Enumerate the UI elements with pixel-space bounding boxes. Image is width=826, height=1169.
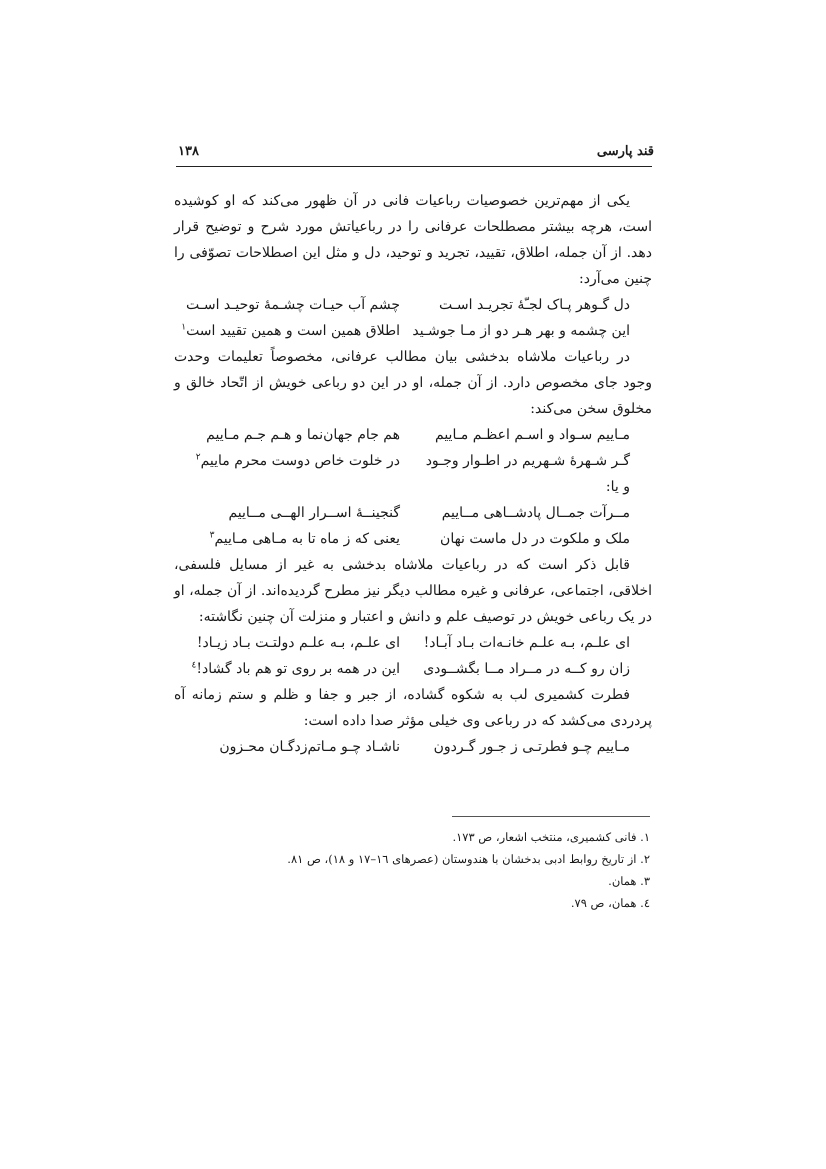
verse-line — [174, 422, 652, 448]
verse-line — [174, 656, 652, 682]
footnote-marker[interactable]: ۲ — [195, 452, 201, 463]
paragraph: فطرت کشمیری لب به شکوه گشاده، از جبر و جفا و ظلم و ستم زمانه آه پردردی می‌کشد که در رباعی وی خیلی مؤثر صدا داده است: — [174, 687, 652, 729]
paragraph: و یا: — [605, 479, 630, 495]
hemistich: ملک و ملکوت در دل ماست نهان — [440, 531, 630, 547]
footnotes — [172, 826, 650, 914]
paragraph: در رباعیات ملاشاه بدخشی بیان مطالب عرفانی، مخصوصاً تعلیمات وحدت وجود جای مخصوص دارد. از آن جمله، او در این دو رباعی خویش از اتّحاد خالق و مخلوق سخن می‌کند: — [174, 349, 652, 417]
verse-line — [174, 500, 652, 526]
footnote: ۱. فانی کشمیری، منتخب اشعار، ص ۱۷۳. — [452, 830, 650, 844]
paragraph: یکی از مهم‌ترین خصوصیات رباعیات فانی در آن ظهور می‌کند که او کوشیده است، هرچه بیشتر مصطلحات عرفانی را در رباعیاتش مورد شرح و توضیح قرار دهد. از آن جمله، اطلاق، تقیید، تجرید و توحید، دل و مثل این اصطلاحات تصوّفی را چنین می‌آرد: — [174, 193, 652, 287]
hemistich: مـاییم سـواد و اسـم اعظـم مـاییم — [435, 427, 630, 443]
verse-line — [174, 630, 652, 656]
hemistich: در خلوت خاص دوست محرم ماییم$^۲$ — [195, 452, 400, 469]
verse-line — [174, 526, 652, 552]
header-rule — [176, 166, 652, 167]
footnote-separator — [452, 816, 650, 817]
hemistich: یعنی که ز ماه تا به مـاهی مـاییم$^۳$ — [209, 530, 400, 547]
footnote: ٤. همان، ص ۷۹. — [570, 896, 650, 910]
hemistich: مــرآت جمــال پادشــاهی مــاییم — [441, 505, 630, 521]
footnote: ۲. از تاریخ روابط ادبی بدخشان با هندوستان (عصرهای ۱٦–۱۷ و ۱۸)، ص ۸۱. — [287, 852, 650, 866]
verse-line — [174, 292, 652, 318]
footnote-marker[interactable]: ۱ — [181, 322, 187, 333]
hemistich: ای علـم، بـه علـم دولتـت بـاد زیـاد! — [196, 635, 400, 651]
paragraph: قابل ذکر است که در رباعیات ملاشاه بدخشی به غیر از مسایل فلسفی، اخلاقی، اجتماعی، عرفانی و غیره مطالب دیگر نیز مطرح گردیده‌اند. از آن جمله، او در یک رباعی خویش در توصیف علم و دانش و اعتبار و منزلت آن چنین نگاشته: — [174, 557, 652, 625]
footnote-marker[interactable]: ٤ — [191, 660, 197, 671]
hemistich: ای علـم، بـه علـم خانـه‌ات بـاد آبـاد! — [423, 635, 630, 651]
hemistich: این در همه بر روی تو هم باد گشاد!$^٤$ — [191, 660, 400, 677]
hemistich: این چشمه و بهر هـر دو از مـا جوشـید — [412, 323, 630, 339]
hemistich: زان رو کــه در مــراد مــا بگشــودی — [423, 661, 630, 677]
verse-line — [174, 448, 652, 474]
hemistich: گـر شـهرۀ شـهریم در اطـوار وجـود — [425, 453, 630, 469]
hemistich: هم جام جهان‌نما و هـم جـم مـاییم — [206, 427, 400, 443]
hemistich: گنجینــۀ اســرار الهــی مــاییم — [228, 505, 400, 521]
verse-line — [174, 318, 652, 344]
main-text — [174, 188, 652, 760]
footnote: ۳. همان. — [608, 874, 650, 888]
page-number: ۱۳۸ — [178, 144, 199, 159]
verse-line — [174, 734, 652, 760]
hemistich: مـاییم چـو فطرتـی ز جـور گـردون — [433, 739, 630, 755]
footnote-marker[interactable]: ۳ — [209, 530, 215, 541]
running-title: قند پارسی — [596, 144, 654, 159]
hemistich: دل گـوهر پـاک لجـّۀ تجریـد اسـت — [439, 297, 630, 313]
hemistich: ناشـاد چـو مـاتم‌زدگـان محـزون — [219, 739, 400, 755]
hemistich: اطلاق همین است و همین تقیید است$^۱$ — [181, 322, 400, 339]
hemistich: چشم آب حیـات چشـمۀ توحیـد اسـت — [186, 297, 400, 313]
